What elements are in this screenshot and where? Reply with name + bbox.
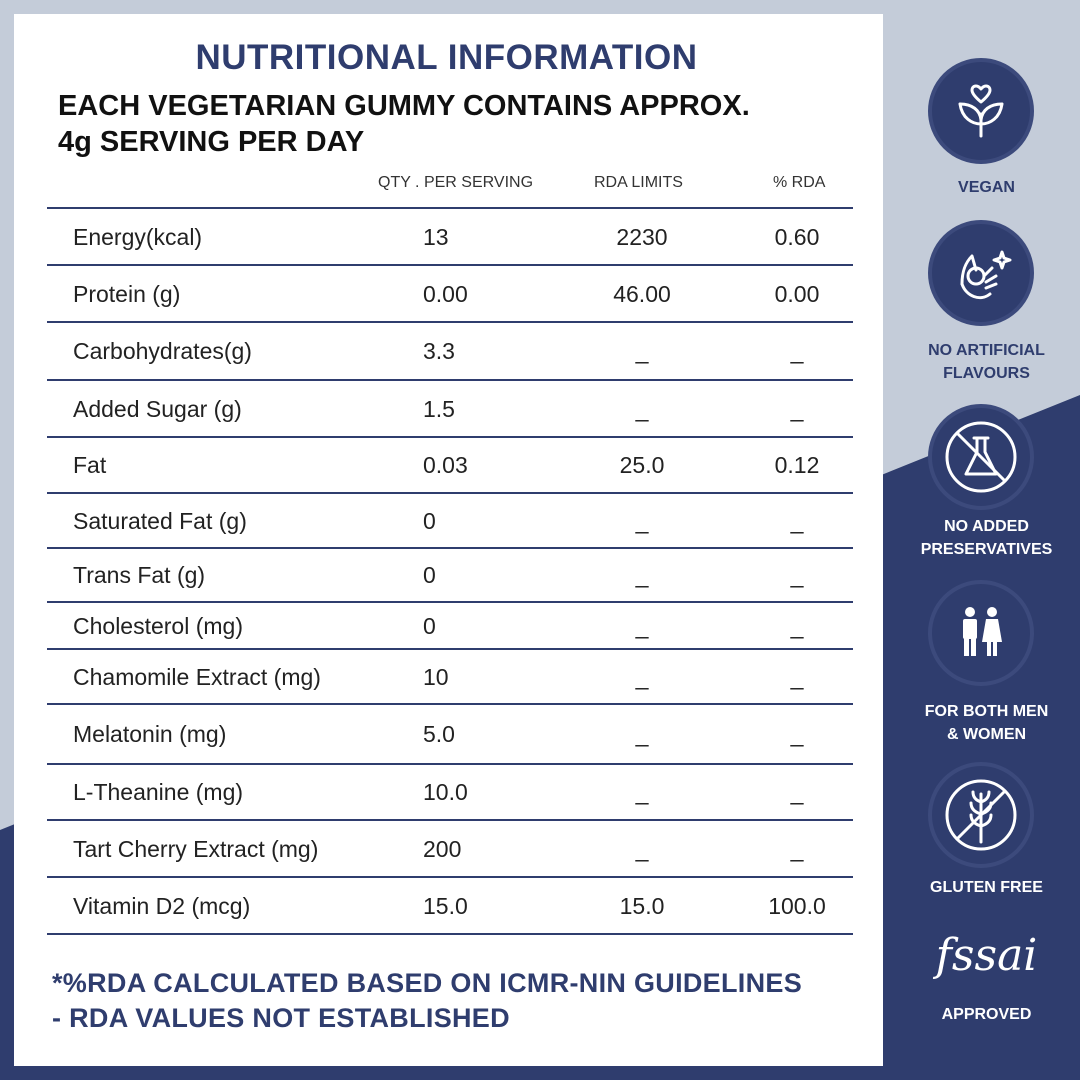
qty-per-serving: 13 — [423, 224, 449, 250]
page-title: NUTRITIONAL INFORMATION — [195, 38, 698, 77]
rda-percent: _ — [790, 613, 804, 639]
rda-limit: _ — [635, 562, 649, 588]
rda-limit: _ — [635, 779, 649, 805]
table-row — [47, 209, 853, 266]
qty-per-serving: 0.03 — [423, 452, 468, 478]
rda-percent: _ — [790, 836, 804, 862]
table-row — [47, 381, 853, 438]
table-row — [47, 603, 853, 650]
rda-limit: _ — [635, 836, 649, 862]
qty-per-serving: 200 — [423, 836, 462, 862]
nutrient-name: Trans Fat (g) — [73, 562, 206, 588]
table-row — [47, 266, 853, 323]
nutrient-name: Vitamin D2 (mcg) — [73, 893, 251, 919]
no-flask-icon — [932, 408, 1030, 506]
qty-per-serving: 5.0 — [423, 721, 455, 747]
subtitle-line-1: EACH VEGETARIAN GUMMY CONTAINS APPROX. — [58, 90, 750, 122]
badge-label-vegan: VEGAN — [958, 179, 1015, 196]
rda-percent: _ — [790, 508, 804, 534]
subtitle-line-2: 4g SERVING PER DAY — [58, 126, 365, 158]
for-both-men-women-badge — [928, 580, 1034, 686]
rda-percent: 100.0 — [768, 893, 826, 919]
table-row — [47, 705, 853, 765]
rda-percent: _ — [790, 721, 804, 747]
qty-per-serving: 3.3 — [423, 338, 455, 364]
fssai-logo: fssai — [935, 930, 1038, 981]
nutrient-name: Chamomile Extract (mg) — [73, 664, 321, 690]
qty-per-serving: 0 — [423, 562, 436, 588]
rda-percent: 0.12 — [774, 452, 820, 478]
nutrient-name: Protein (g) — [73, 281, 181, 307]
nutrient-name: L-Theanine (mg) — [73, 779, 244, 805]
rda-percent: _ — [790, 562, 804, 588]
badge-label-for-both-men-women: FOR BOTH MEN & WOMEN — [924, 703, 1049, 743]
rda-limit: _ — [635, 338, 649, 364]
table-row — [47, 765, 853, 821]
badge-label-no-artificial-flavours: NO ARTIFICIAL FLAVOURS — [928, 342, 1045, 382]
rda-limit: _ — [635, 721, 649, 747]
qty-per-serving: 15.0 — [423, 893, 468, 919]
table-row — [47, 878, 853, 935]
table-row — [47, 323, 853, 381]
qty-per-serving: 0.00 — [423, 281, 468, 307]
nutrient-name: Energy(kcal) — [73, 224, 203, 250]
rda-limit: 46.00 — [613, 281, 671, 307]
no-added-preservatives-badge — [928, 404, 1034, 510]
rda-percent: _ — [790, 664, 804, 690]
rda-limit: _ — [635, 508, 649, 534]
footnote-not-established: - RDA VALUES NOT ESTABLISHED — [52, 1003, 510, 1033]
rda-limit: 15.0 — [619, 893, 665, 919]
rda-limit: 2230 — [616, 224, 668, 250]
nutrient-name: Added Sugar (g) — [73, 396, 242, 422]
rda-limit: _ — [635, 613, 649, 639]
vegan-badge — [928, 58, 1034, 164]
rda-limit: _ — [635, 396, 649, 422]
qty-per-serving: 10.0 — [423, 779, 468, 805]
rda-percent: _ — [790, 779, 804, 805]
nutrient-name: Fat — [73, 452, 107, 478]
nutrient-name: Saturated Fat (g) — [73, 508, 247, 534]
qty-per-serving: 1.5 — [423, 396, 455, 422]
badge-label-gluten-free: GLUTEN FREE — [930, 879, 1043, 896]
rda-limit: _ — [635, 664, 649, 690]
table-row — [47, 650, 853, 705]
rda-percent: _ — [790, 396, 804, 422]
badge-label-no-added-preservatives: NO ADDED PRESERVATIVES — [920, 518, 1053, 558]
nutrient-name: Tart Cherry Extract (mg) — [73, 836, 319, 862]
rda-percent: 0.00 — [774, 281, 820, 307]
column-header-qty: QTY . PER SERVING — [378, 174, 534, 191]
gluten-free-badge — [928, 762, 1034, 868]
nutrient-name: Carbohydrates(g) — [73, 338, 252, 364]
no-artificial-flavours-badge — [928, 220, 1034, 326]
qty-per-serving: 10 — [423, 664, 449, 690]
qty-per-serving: 0 — [423, 508, 436, 534]
qty-per-serving: 0 — [423, 613, 436, 639]
rda-percent: _ — [790, 338, 804, 364]
column-header-pct: % RDA — [773, 174, 826, 191]
fssai-approved-label: APPROVED — [941, 1006, 1032, 1023]
rda-percent: 0.60 — [774, 224, 820, 250]
leaf-heart-icon — [932, 62, 1030, 160]
nutrient-name: Cholesterol (mg) — [73, 613, 243, 639]
table-row — [47, 438, 853, 494]
footnote-rda: *%RDA CALCULATED BASED ON ICMR-NIN GUIDELINES — [52, 968, 803, 998]
man-woman-icon — [932, 584, 1030, 682]
table-row — [47, 549, 853, 603]
column-header-rda: RDA LIMITS — [594, 174, 683, 191]
hand-sparkle-icon — [932, 224, 1030, 322]
rda-limit: 25.0 — [619, 452, 665, 478]
no-wheat-icon — [932, 766, 1030, 864]
table-row — [47, 821, 853, 878]
serving-subtitle — [58, 88, 858, 160]
nutrient-name: Melatonin (mg) — [73, 721, 227, 747]
table-row — [47, 494, 853, 549]
